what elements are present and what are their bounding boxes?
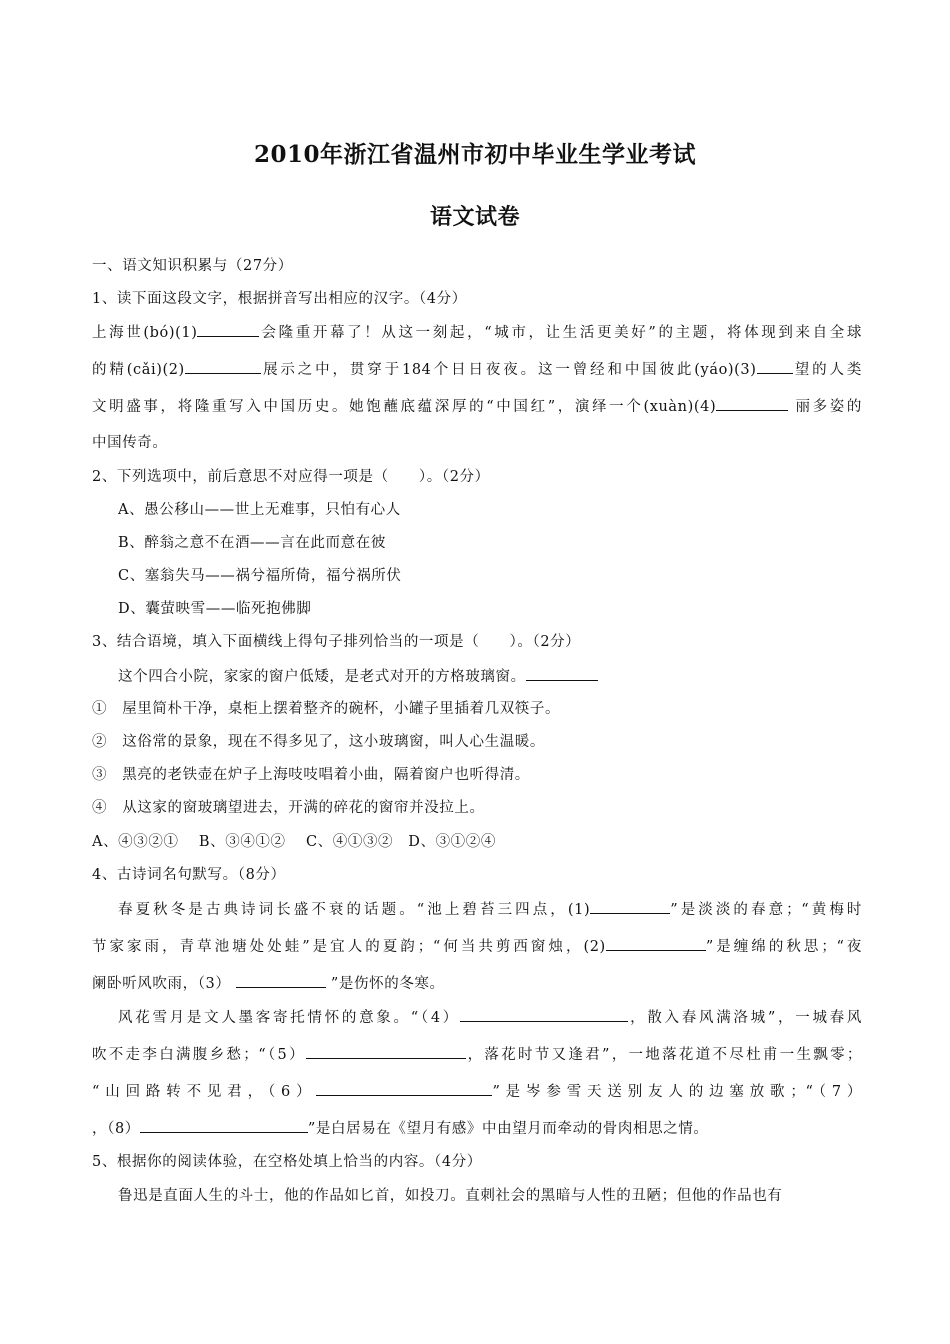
q4-line-1 <box>118 899 862 920</box>
q4-text: ”是淡淡的春意；“黄梅时 <box>670 902 862 918</box>
q4-line-2 <box>92 936 862 957</box>
q1-paragraph-line-3 <box>92 396 862 417</box>
q5-stem: 5、根据你的阅读体验，在空格处填上恰当的内容。（4分） <box>92 1154 482 1170</box>
q2-option-b[interactable]: B、醉翁之意不在酒——言在此而意在彼 <box>118 535 386 551</box>
answer-blank-2[interactable] <box>185 359 261 374</box>
q4-text: ”是岑参雪天送别友人的边塞放歌；“（7） <box>492 1084 862 1100</box>
q4-line-6 <box>92 1081 862 1102</box>
q4-stem: 4、古诗词名句默写。（8分） <box>92 867 286 883</box>
q4-text: ”是白居易在《望月有感》中由望月而牵动的骨肉相思之情。 <box>307 1121 709 1137</box>
q4-blank-8[interactable] <box>140 1118 308 1133</box>
q1-text: 文明盛事，将隆重写入中国历史。她饱蘸底蕴深厚的“中国红”，演绎一个(xuàn)(4) <box>92 399 717 415</box>
q4-line-4 <box>118 1007 862 1028</box>
q1-text: 会隆重开幕了！从这一刻起，“城市，让生活更美好”的主题，将体现到来自全球 <box>259 325 862 341</box>
q3-item-3: ③ 黑亮的老铁壶在炉子上海吱吱唱着小曲，隔着窗户也听得清。 <box>92 767 530 783</box>
q4-text: 节家家雨，青草池塘处处蛙”是宜人的夏韵；“何当共剪西窗烛，(2) <box>92 939 606 955</box>
q4-line-5 <box>92 1044 862 1065</box>
q4-blank-4[interactable] <box>460 1007 628 1022</box>
answer-blank-4[interactable] <box>716 396 788 411</box>
q2-option-c[interactable]: C、塞翁失马——祸兮福所倚，福兮祸所伏 <box>118 568 402 584</box>
q4-blank-6[interactable] <box>316 1081 492 1096</box>
q3-item-4: ④ 从这家的窗玻璃望进去，开满的碎花的窗帘并没拉上。 <box>92 800 485 816</box>
q2-stem: 2、下列选项中，前后意思不对应得一项是（ ）。（2分） <box>92 469 490 485</box>
q1-text: 丽多姿的 <box>788 399 862 415</box>
q2-option-a[interactable]: A、愚公移山——世上无难事，只怕有心人 <box>118 502 401 518</box>
q3-stem: 3、结合语境，填入下面横线上得句子排列恰当的一项是（ ）。（2分） <box>92 634 581 650</box>
q4-text: 阑卧听风吹雨，（3） <box>92 976 231 992</box>
q4-text: ，落花时节又逢君”，一地落花道不尽杜甫一生飘零； <box>465 1047 862 1063</box>
q3-answer-blank[interactable] <box>526 666 598 681</box>
q4-text: ”是伤怀的冬寒。 <box>330 976 445 992</box>
q1-text: 上海世(bó)(1) <box>92 325 198 341</box>
q4-text: 吹不走李白满腹乡愁；“（5） <box>92 1047 306 1063</box>
q4-text: ，（8） <box>92 1121 140 1137</box>
q3-context-text: 这个四合小院，家家的窗户低矮，是老式对开的方格玻璃窗。 <box>118 669 526 685</box>
q4-text: ”是缠绵的秋思；“夜 <box>705 939 863 955</box>
q3-item-1: ① 屋里简朴干净，桌柜上摆着整齐的碗杯，小罐子里插着几双筷子。 <box>92 701 561 717</box>
q1-text: 展示之中，贯穿于184个日日夜夜。这一曾经和中国彼此(yáo)(3) <box>260 362 757 378</box>
q4-text: ，散入春风满洛城”，一城春风 <box>628 1010 862 1026</box>
q1-stem: 1、读下面这段文字，根据拼音写出相应的汉字。（4分） <box>92 291 467 307</box>
q3-context <box>118 666 862 687</box>
q3-item-2: ② 这俗常的景象，现在不得多见了，这小玻璃窗，叫人心生温暖。 <box>92 734 545 750</box>
answer-blank-3[interactable] <box>757 359 793 374</box>
q4-line-7 <box>92 1118 862 1139</box>
q1-text: 的精(cǎi)(2) <box>92 362 185 378</box>
exam-subtitle: 语文试卷 <box>429 204 520 230</box>
q4-blank-2[interactable] <box>606 936 706 951</box>
q4-blank-3[interactable] <box>236 973 326 988</box>
q1-text: 望的人类 <box>792 362 862 378</box>
q1-paragraph-line-2 <box>92 359 862 380</box>
q4-text: 风花雪月是文人墨客寄托情怀的意象。“（4） <box>118 1010 460 1026</box>
q4-blank-5[interactable] <box>306 1044 466 1059</box>
q4-blank-1[interactable] <box>590 899 670 914</box>
q5-line-1: 鲁迅是直面人生的斗士，他的作品如匕首，如投刀。直刺社会的黑暗与人性的丑陋；但他的作品也有 <box>118 1188 783 1204</box>
q4-text: 春夏秋冬是古典诗词长盛不衰的话题。“池上碧苔三四点，(1) <box>118 902 591 918</box>
q2-option-d[interactable]: D、囊萤映雪——临死抱佛脚 <box>118 601 312 617</box>
q4-line-3 <box>92 973 862 994</box>
q4-text: “山回路转不见君，（6） <box>92 1084 317 1100</box>
q1-paragraph-line-1 <box>92 322 862 343</box>
exam-title: 2010年浙江省温州市初中毕业生学业考试 <box>253 141 696 168</box>
q1-paragraph-line-4: 中国传奇。 <box>92 435 168 451</box>
section-heading: 一、语文知识积累与（27分） <box>92 258 293 274</box>
answer-blank-1[interactable] <box>197 322 259 337</box>
q3-answer-options[interactable]: A、④③②① B、③④①② C、④①③② D、③①②④ <box>92 834 496 850</box>
